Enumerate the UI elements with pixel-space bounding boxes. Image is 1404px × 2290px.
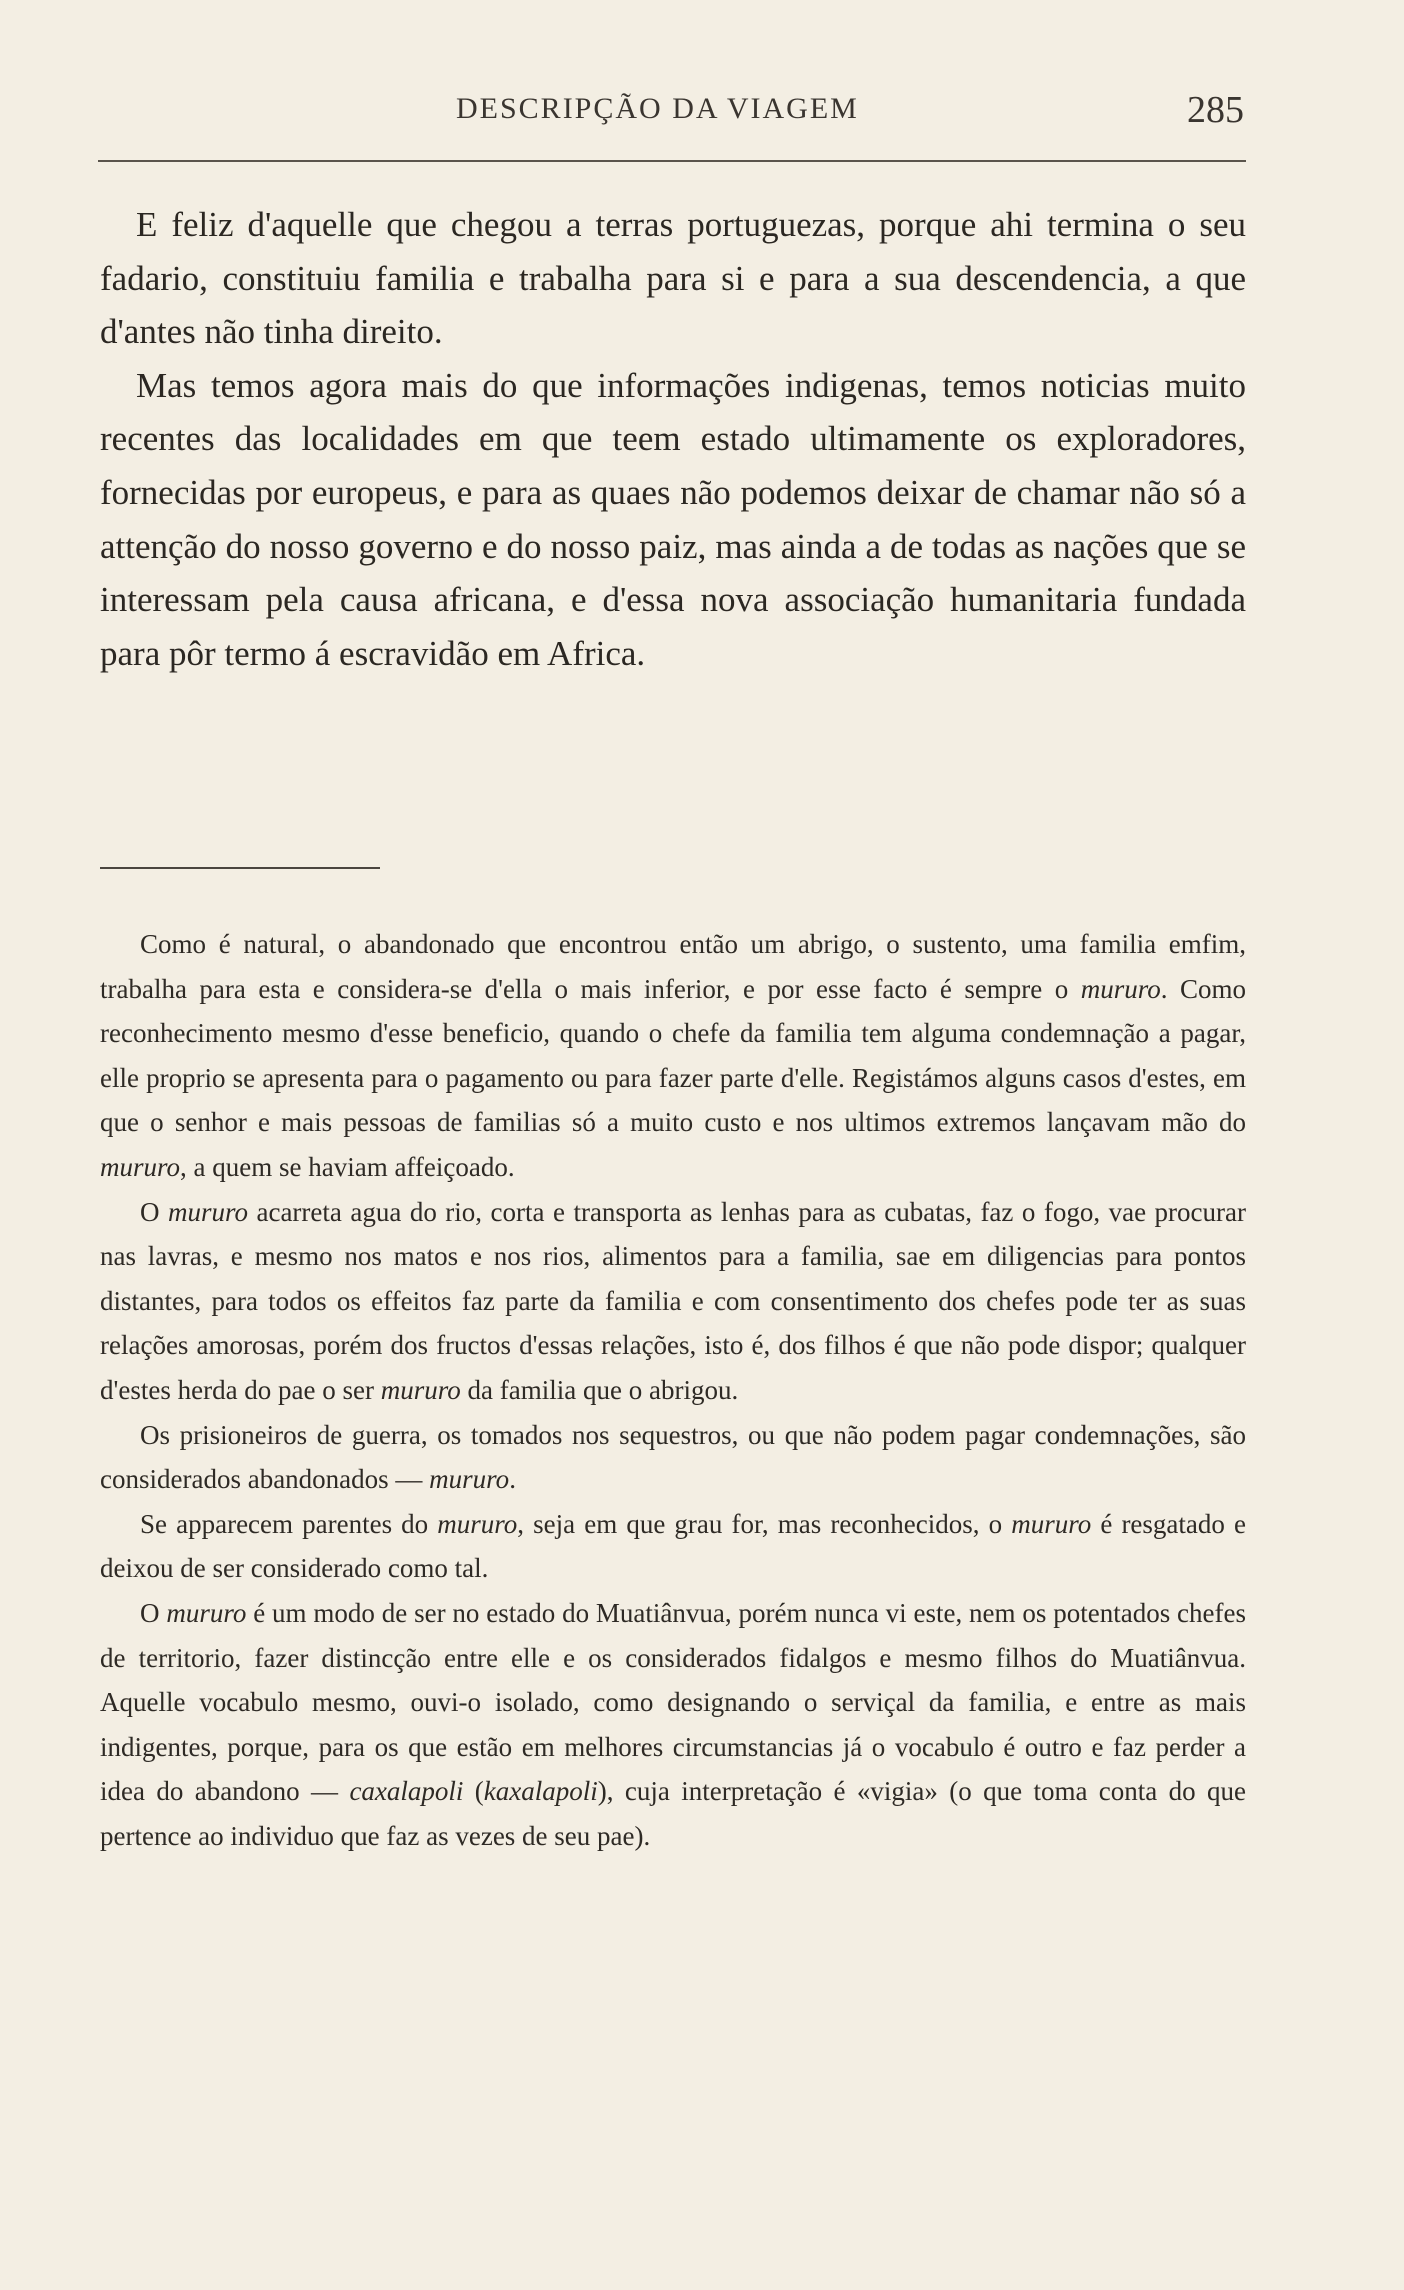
italic-term: mururo <box>166 1597 247 1628</box>
italic-term: mururo <box>1080 973 1161 1004</box>
main-text <box>100 198 1246 680</box>
footnote-paragraph <box>100 1591 1246 1859</box>
body-paragraph: Mas temos agora mais do que informações indigenas, temos noticias muito recentes das localidades em que teem estado ultimamente os exploradores, fornecidas por europeus, e para as quaes não podemos deixar de chamar não só a attenção do nosso governo e do nosso paiz, mas ainda a de todas as nações que se interessam pela causa africana, e d'essa nova associação humanitaria fundada para pôr termo á escravidão em Africa. <box>100 365 1246 673</box>
footnote-text: , seja em que grau for, mas reconhecidos, o <box>517 1508 1012 1539</box>
footnote-text: O <box>140 1597 167 1628</box>
footnote-text: acarreta agua do rio, corta e transporta as lenhas para as cubatas, faz o fogo, vae procurar nas lavras, e mesmo nos matos e nos rios, alimentos para a familia, sae em diligencias para pontos distantes, para todos os effeitos faz parte da familia e com consentimento dos chefes pode ter as suas relações amorosas, porém dos fructos d'essas relações, isto é, dos filhos é que não pode dispor; qualquer d'estes herda do pae o ser <box>100 1196 1246 1405</box>
italic-term: mururo <box>437 1508 518 1539</box>
footnote-paragraph <box>100 1502 1246 1591</box>
footnote-paragraph <box>100 922 1246 1190</box>
footnote-text: , a quem se haviam affeiçoado. <box>180 1151 515 1182</box>
footnote-rule <box>100 867 380 869</box>
footnote-text: . Como reconhecimento mesmo d'esse beneficio, quando o chefe da familia tem alguma condemnação a pagar, elle proprio se apresenta para o pagamento ou para fazer parte d'elle. Registámos alguns casos d'estes, em que o senhor e mais pessoas de familias só a muito custo e nos ultimos extremos lançavam mão do <box>100 973 1246 1138</box>
footnote-paragraph <box>100 1413 1246 1502</box>
italic-term: mururo <box>1011 1508 1092 1539</box>
footnote-text: ( <box>463 1776 484 1807</box>
footnote-paragraph <box>100 1190 1246 1413</box>
footnote-text: . <box>509 1464 516 1495</box>
page-number: 285 <box>1187 89 1244 131</box>
italic-term: caxalapoli <box>349 1776 464 1807</box>
footnote-text: O <box>140 1196 168 1227</box>
italic-term: mururo <box>429 1464 510 1495</box>
footnote-text: da familia que o abrigou. <box>460 1374 739 1405</box>
header-rule <box>98 160 1246 162</box>
footnote-text: ), cuja interpretação é «vigia» (o que toma conta do que pertence ao individuo que faz as vezes de seu pae). <box>100 1776 1247 1851</box>
footnote-text: Se apparecem parentes do <box>140 1508 438 1539</box>
running-title: DESCRIPÇÃO DA VIAGEM <box>456 92 859 125</box>
italic-term: mururo <box>167 1196 248 1227</box>
italic-term: kaxalapoli <box>483 1776 598 1807</box>
footnote-text: Como é natural, o abandonado que encontrou então um abrigo, o sustento, uma familia emfim, trabalha para esta e considera-se d'ella o mais inferior, e por esse facto é sempre o <box>100 929 1246 1004</box>
footnote-text: é um modo de ser no estado do Muatiânvua, porém nunca vi este, nem os potentados chefes de territorio, fazer distincção entre elle e os considerados fidalgos e mesmo filhos do Muatiânvua. Aquelle vocabulo mesmo, ouvi-o isolado, como designando o serviçal da familia, e entre as mais indigentes, porque, para os que estão em melhores circumstancias já o vocabulo é outro e faz perder a idea do abandono — <box>100 1597 1246 1807</box>
page-header <box>96 89 1244 136</box>
body-paragraph: E feliz d'aquelle que chegou a terras portuguezas, porque ahi termina o seu fadario, constituiu familia e trabalha para si e para a sua descendencia, a que d'antes não tinha direito. <box>100 205 1246 352</box>
footnote-text: Os prisioneiros de guerra, os tomados nos sequestros, ou que não podem pagar condemnações, são considerados abandonados — <box>100 1419 1246 1495</box>
footnote-text: é resgatado e deixou de ser considerado como tal. <box>100 1508 1246 1584</box>
italic-term: mururo <box>100 1151 181 1182</box>
footnotes <box>100 922 1246 1858</box>
italic-term: mururo <box>380 1374 461 1405</box>
